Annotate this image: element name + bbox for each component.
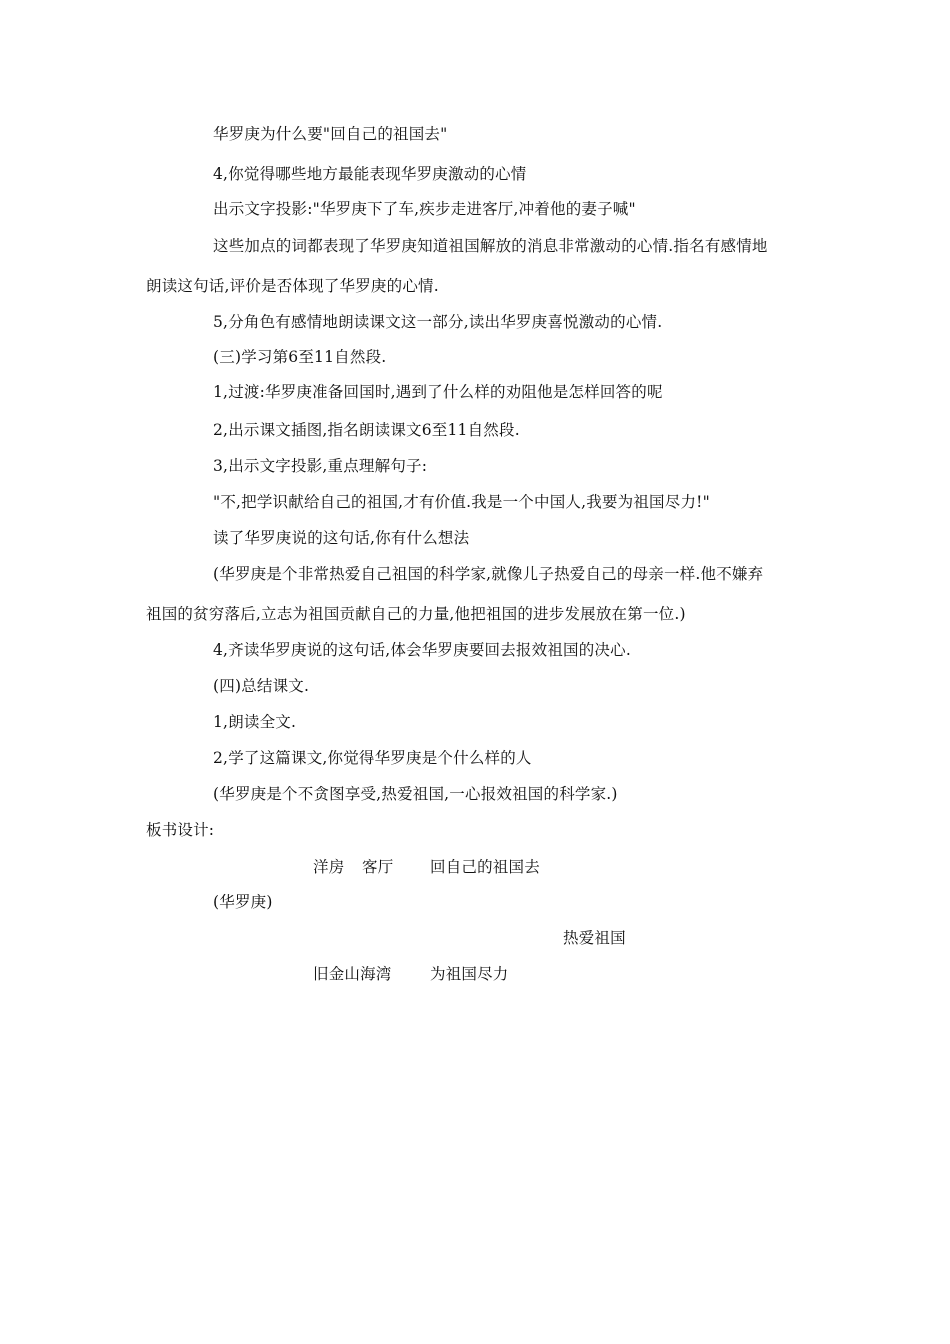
text-line: 2,学了这篇课文,你觉得华罗庚是个什么样的人 [213,749,532,767]
text-line: (华罗庚是个不贪图享受,热爱祖国,一心报效祖国的科学家.) [213,785,618,803]
text-line: 这些加点的词都表现了华罗庚知道祖国解放的消息非常激动的心情.指名有感情地 [213,237,768,255]
text-line: 读了华罗庚说的这句话,你有什么想法 [213,529,470,547]
text-line: 3,出示文字投影,重点理解句子: [213,457,428,475]
text-line: 2,出示课文插图,指名朗读课文6至11自然段. [213,421,520,439]
text-line: 4,齐读华罗庚说的这句话,体会华罗庚要回去报效祖国的决心. [213,641,631,659]
board-item: 回自己的祖国去 [430,858,540,876]
text-line: 1,朗读全文. [213,713,297,731]
section-heading: (三)学习第6至11自然段. [213,348,387,366]
board-item: 旧金山海湾 [313,965,392,983]
board-item: 热爱祖国 [563,929,626,947]
text-line: 1,过渡:华罗庚准备回国时,遇到了什么样的劝阻他是怎样回答的呢 [213,383,663,401]
text-line: 出示文字投影:"华罗庚下了车,疾步走进客厅,冲着他的妻子喊" [213,200,636,218]
board-item: 客厅 [362,858,394,876]
text-line: 华罗庚为什么要"回自己的祖国去" [213,125,448,143]
board-design-title: 板书设计: [146,821,215,839]
quote-line: "不,把学识献给自己的祖国,才有价值.我是一个中国人,我要为祖国尽力!" [213,493,710,511]
section-heading: (四)总结课文. [213,677,310,695]
board-item: 洋房 [313,858,345,876]
text-line: (华罗庚是个非常热爱自己祖国的科学家,就像儿子热爱自己的母亲一样.他不嫌弃 [213,565,764,583]
text-line: 朗读这句话,评价是否体现了华罗庚的心情. [146,277,439,295]
board-item: 为祖国尽力 [430,965,509,983]
board-item: (华罗庚) [213,893,273,911]
text-line: 祖国的贫穷落后,立志为祖国贡献自己的力量,他把祖国的进步发展放在第一位.) [146,605,686,623]
text-line: 4,你觉得哪些地方最能表现华罗庚激动的心情 [213,165,527,183]
text-line: 5,分角色有感情地朗读课文这一部分,读出华罗庚喜悦激动的心情. [213,313,663,331]
